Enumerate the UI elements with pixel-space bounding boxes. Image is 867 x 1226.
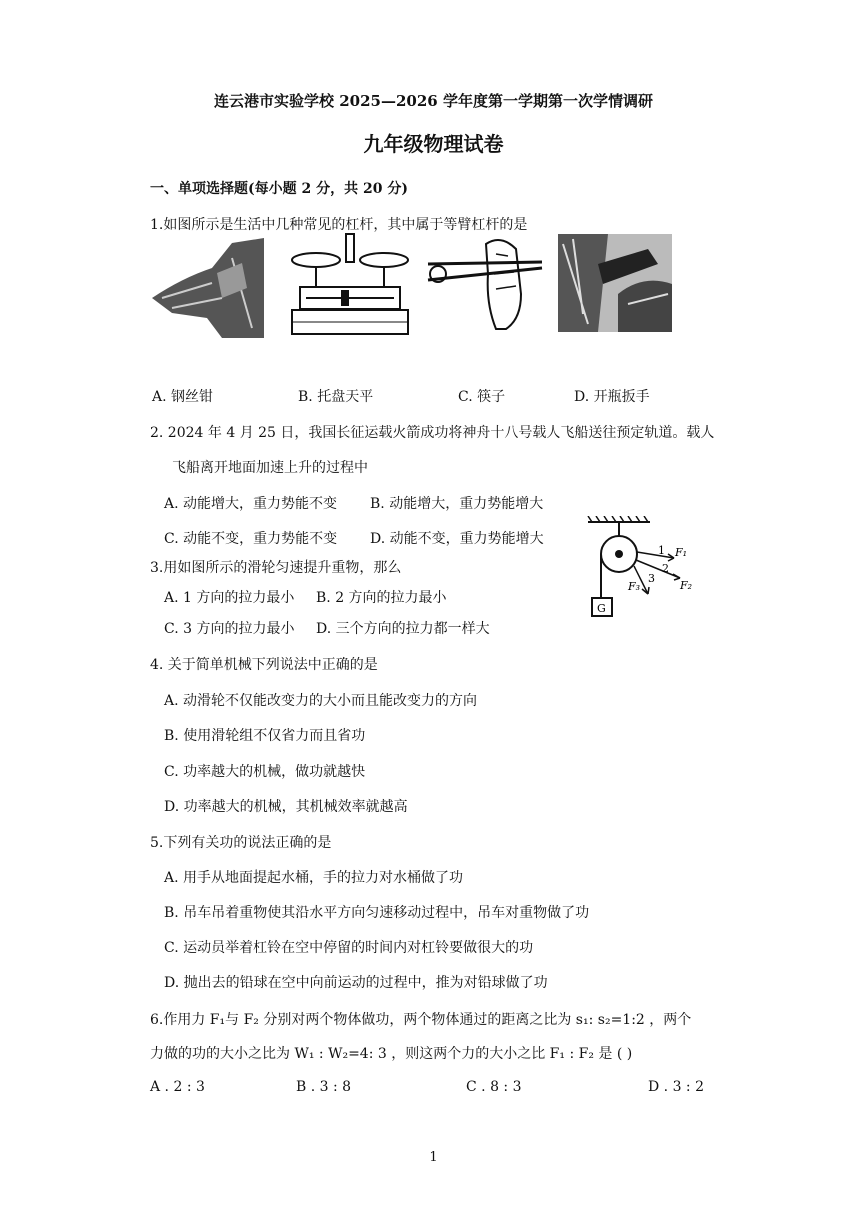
label-1: 1 <box>658 544 665 557</box>
label-g: G <box>597 602 606 615</box>
q6-option-a: A . 2 : 3 <box>150 1079 205 1095</box>
label-3: 3 <box>648 572 655 585</box>
label-f3: F₃ <box>628 580 641 593</box>
label-f1: F₁ <box>675 546 688 559</box>
pulley-figure <box>586 516 698 618</box>
q4-option-a: A. 动滑轮不仅能改变力的大小而且能改变力的方向 <box>164 693 478 709</box>
q2-option-d: D. 动能不变，重力势能增大 <box>370 531 544 547</box>
bottle-opener-image <box>558 234 672 332</box>
q3-option-a: A. 1 方向的拉力最小 <box>164 590 295 606</box>
q1-option-c: C. 筷子 <box>458 389 506 405</box>
q4-option-d: D. 功率越大的机械，其机械效率就越高 <box>164 799 408 815</box>
q5-option-d: D. 抛出去的铅球在空中向前运动的过程中，推为对铅球做了功 <box>164 975 548 991</box>
q5-option-a: A. 用手从地面提起水桶，手的拉力对水桶做了功 <box>164 870 464 886</box>
q2-option-b: B. 动能增大，重力势能增大 <box>370 496 544 512</box>
q6-stem-line2: 力做的功的大小之比为 W₁ : W₂=4: 3 ，则这两个力的大小之比 F₁ : F₂ 是 ( ) <box>150 1046 633 1062</box>
label-f2: F₂ <box>680 579 693 592</box>
q4-stem: 4. 关于简单机械下列说法中正确的是 <box>150 657 378 673</box>
q3-stem: 3.用如图所示的滑轮匀速提升重物，那么 <box>150 560 402 576</box>
q1-option-b: B. 托盘天平 <box>298 389 374 405</box>
q2-option-c: C. 动能不变，重力势能不变 <box>164 531 338 547</box>
label-2: 2 <box>662 562 669 575</box>
q6-option-d: D . 3 : 2 <box>648 1079 705 1095</box>
q6-stem-line1: 6.作用力 F₁与 F₂ 分别对两个物体做功，两个物体通过的距离之比为 s₁: s₂=1:2 ，两个 <box>150 1012 692 1028</box>
q3-option-c: C. 3 方向的拉力最小 <box>164 621 295 637</box>
q4-option-b: B. 使用滑轮组不仅省力而且省功 <box>164 728 366 744</box>
chopsticks-image <box>426 234 544 332</box>
q3-option-d: D. 三个方向的拉力都一样大 <box>316 621 490 637</box>
q1-option-a: A. 钢丝钳 <box>152 389 214 405</box>
pliers-image <box>152 238 264 338</box>
q1-option-d: D. 开瓶扳手 <box>574 389 650 405</box>
q3-option-b: B. 2 方向的拉力最小 <box>316 590 447 606</box>
q2-option-a: A. 动能增大，重力势能不变 <box>164 496 338 512</box>
section-heading: 一、单项选择题(每小题 2 分，共 20 分) <box>150 181 408 197</box>
q5-option-c: C. 运动员举着杠铃在空中停留的时间内对杠铃要做很大的功 <box>164 940 534 956</box>
q2-stem-line2: 飞船离开地面加速上升的过程中 <box>172 460 368 476</box>
q1-stem: 1.如图所示是生活中几种常见的杠杆，其中属于等臂杠杆的是 <box>150 217 528 233</box>
q6-option-b: B . 3 : 8 <box>296 1079 352 1095</box>
page-number: 1 <box>429 1150 438 1165</box>
q5-option-b: B. 吊车吊着重物使其沿水平方向匀速移动过程中，吊车对重物做了功 <box>164 905 590 921</box>
balance-scale-image <box>286 232 414 340</box>
q2-stem-line1: 2. 2024 年 4 月 25 日，我国长征运载火箭成功将神舟十八号载人飞船送往预定轨道。载人 <box>150 425 715 441</box>
q6-option-c: C . 8 : 3 <box>466 1079 522 1095</box>
q4-option-c: C. 功率越大的机械，做功就越快 <box>164 764 366 780</box>
school-line: 连云港市实验学校 2025—2026 学年度第一学期第一次学情调研 <box>214 92 653 110</box>
q5-stem: 5.下列有关功的说法正确的是 <box>150 835 332 851</box>
paper-title: 九年级物理试卷 <box>363 132 504 156</box>
